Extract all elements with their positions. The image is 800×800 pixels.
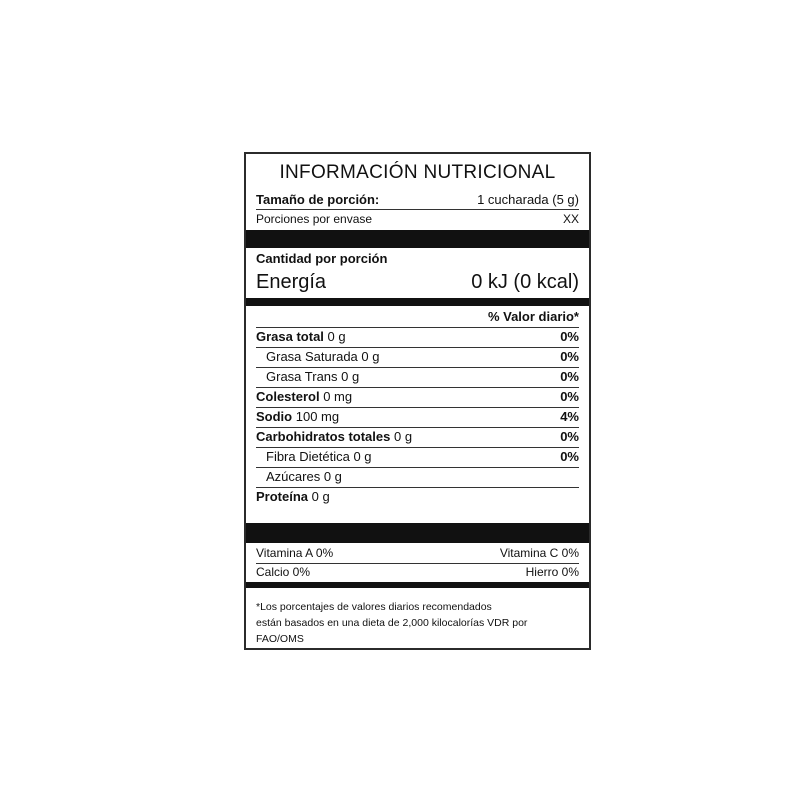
energy-label: Energía	[256, 271, 327, 293]
serving-size-label: Tamaño de porción:	[256, 192, 380, 207]
nutrient-amount: 0 g	[353, 449, 372, 464]
thick-divider	[246, 230, 589, 248]
nutrient-name: Grasa total	[256, 329, 324, 344]
nutrient-name: Proteína	[256, 489, 309, 504]
serving-size-row	[256, 192, 579, 207]
divider	[256, 447, 579, 448]
nutrient-row-total-carbs	[256, 429, 579, 444]
nutrient-name: Grasa Trans	[266, 369, 338, 384]
thick-divider	[246, 523, 589, 543]
nutrient-dv: 0%	[560, 349, 579, 364]
footnote-line: *Los porcentajes de valores diarios recomendados	[256, 601, 492, 613]
nutrient-amount: 0 g	[327, 329, 346, 344]
nutrient-name: Colesterol	[256, 389, 320, 404]
amount-per-serving-label: Cantidad por porción	[256, 251, 388, 266]
nutrient-row-dietary-fiber	[256, 449, 579, 464]
nutrient-row-sodium	[256, 409, 579, 424]
vitamins-row-1	[256, 546, 579, 560]
nutrient-dv: 0%	[560, 429, 579, 444]
divider	[256, 487, 579, 488]
nutrient-amount: 100 mg	[295, 409, 340, 424]
nutrient-row-sugars	[256, 469, 579, 484]
divider	[256, 327, 579, 328]
energy-row	[256, 271, 579, 294]
divider	[256, 387, 579, 388]
servings-per-container-value: XX	[562, 212, 579, 226]
nutrient-amount: 0 g	[361, 349, 380, 364]
nutrient-name: Azúcares	[266, 469, 321, 484]
divider	[256, 347, 579, 348]
nutrient-row-trans-fat	[256, 369, 579, 384]
nutrient-dv: 0%	[560, 329, 579, 344]
nutrient-amount: 0 g	[323, 469, 342, 484]
calcium: Calcio 0%	[256, 565, 311, 579]
nutrient-name: Fibra Dietética	[266, 449, 350, 464]
servings-per-container-row	[256, 212, 579, 226]
vitamin-a: Vitamina A 0%	[256, 546, 334, 560]
nutrient-amount: 0 g	[341, 369, 360, 384]
nutrient-dv: 0%	[560, 369, 579, 384]
servings-per-container-label: Porciones por envase	[256, 212, 373, 226]
nutrient-name: Sodio	[256, 409, 293, 424]
footnote	[256, 599, 579, 647]
divider	[256, 563, 579, 564]
energy-value: 0 kJ (0 kcal)	[471, 271, 579, 293]
divider	[256, 367, 579, 368]
nutrient-amount: 0 g	[311, 489, 330, 504]
thick-divider	[246, 582, 589, 588]
nutrition-facts-label	[244, 152, 591, 650]
nutrient-amount: 0 g	[393, 429, 413, 444]
nutrient-dv: 0%	[560, 449, 579, 464]
iron: Hierro 0%	[525, 565, 579, 579]
nutrient-name: Grasa Saturada	[266, 349, 358, 364]
nutrient-row-protein	[256, 489, 579, 504]
footnote-line: están basados en una dieta de 2,000 kilocalorías VDR por	[256, 617, 528, 629]
divider	[256, 467, 579, 468]
nutrient-dv: 4%	[560, 409, 579, 424]
nutrient-amount: 0 mg	[323, 389, 353, 404]
nutrient-row-saturated-fat	[256, 349, 579, 364]
divider	[256, 427, 579, 428]
vitamin-c: Vitamina C 0%	[499, 546, 579, 560]
vitamins-row-2	[256, 565, 579, 579]
thick-divider	[246, 298, 589, 306]
nutrient-name: Carbohidratos totales	[256, 429, 391, 444]
daily-value-header: % Valor diario*	[487, 309, 579, 324]
nutrient-row-total-fat	[256, 329, 579, 344]
footnote-line: FAO/OMS	[256, 633, 304, 645]
nutrient-dv: 0%	[560, 389, 579, 404]
divider	[256, 209, 579, 210]
serving-size-value: 1 cucharada (5 g)	[477, 192, 579, 207]
divider	[256, 407, 579, 408]
nutrient-row-cholesterol	[256, 389, 579, 404]
label-title: INFORMACIÓN NUTRICIONAL	[279, 162, 556, 183]
